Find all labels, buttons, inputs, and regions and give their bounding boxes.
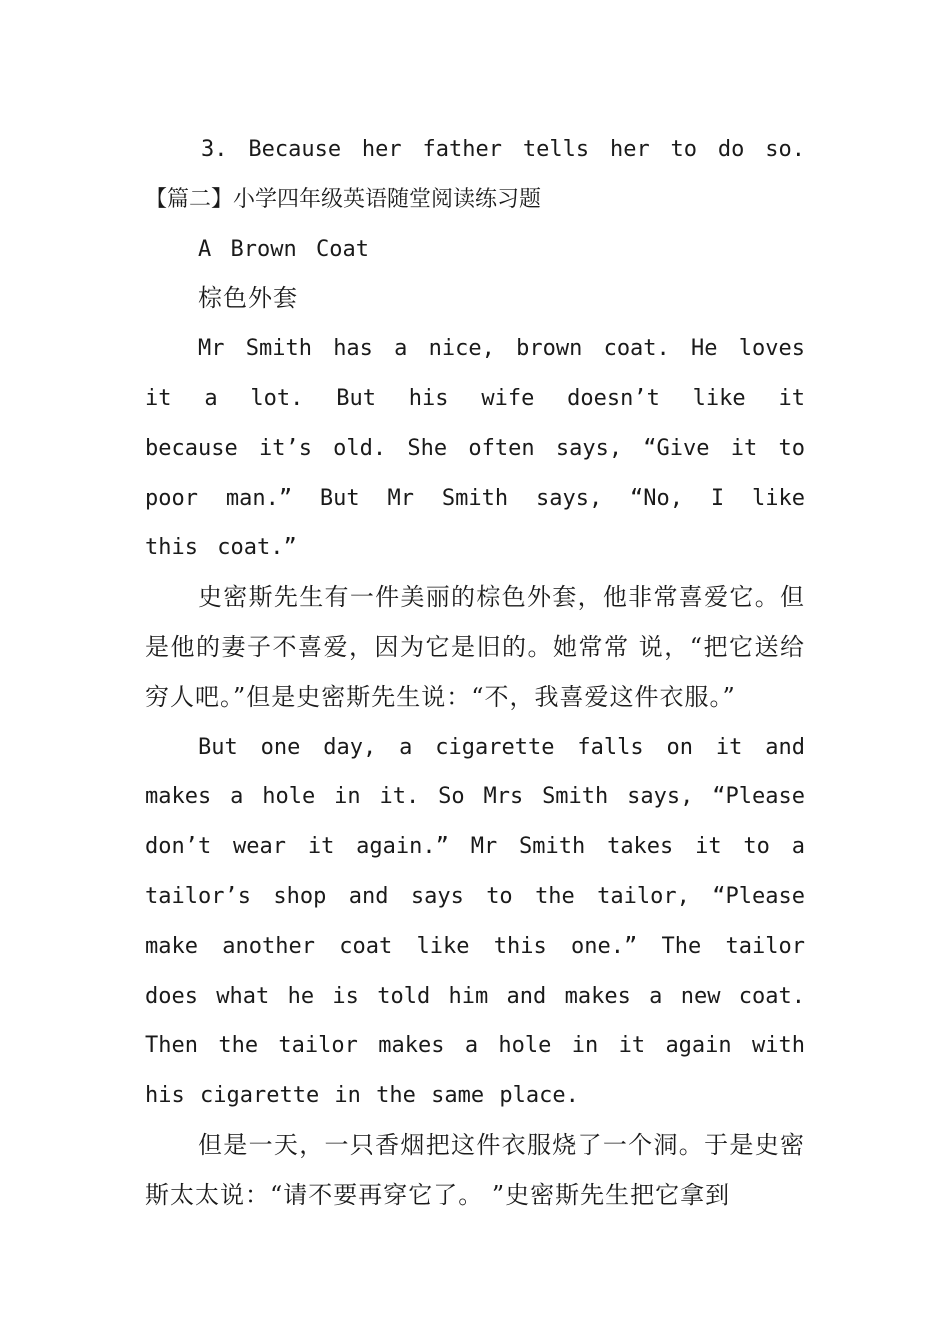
story-paragraph-2-translation: 但是一天，一只香烟把这件衣服烧了一个洞。于是史密斯太太说：“请不要再穿它了。 ”史密斯先生把它拿到: [145, 1130, 805, 1209]
answer-and-section-heading: 3. Because her father tells her to do so.【篇二】小学四年级英语随堂阅读练习题: [145, 137, 805, 212]
story-paragraph-1: Mr Smith has a nice, brown coat. He loves it a lot. But his wife doesn’t like it because it’s old. She often says, “Give it to poor man.” But Mr Smith says, “No, I like this coat.”: [145, 336, 805, 561]
story-title-translation: 棕色外套: [198, 284, 298, 313]
story-paragraph-1-translation: 史密斯先生有一件美丽的棕色外套，他非常喜爱它。但是他的妻子不喜爱，因为它是旧的。她常常 说，“把它送给穷人吧。”但是史密斯先生说：“不，我喜爱这件衣服。”: [145, 583, 805, 711]
story-title: A Brown Coat: [198, 236, 369, 262]
document-page: [145, 125, 805, 1221]
story-paragraph-2: But one day, a cigarette falls on it and makes a hole in it. So Mrs Smith says, “Please don’t wear it again.” Mr Smith takes it to a tailor’s shop and says to the tailor, “Please make another coat like this one.” The tailor does what he is told him and makes a new coat. Then the tailor makes a hole in it again with his cigarette in the same place.: [145, 734, 805, 1109]
